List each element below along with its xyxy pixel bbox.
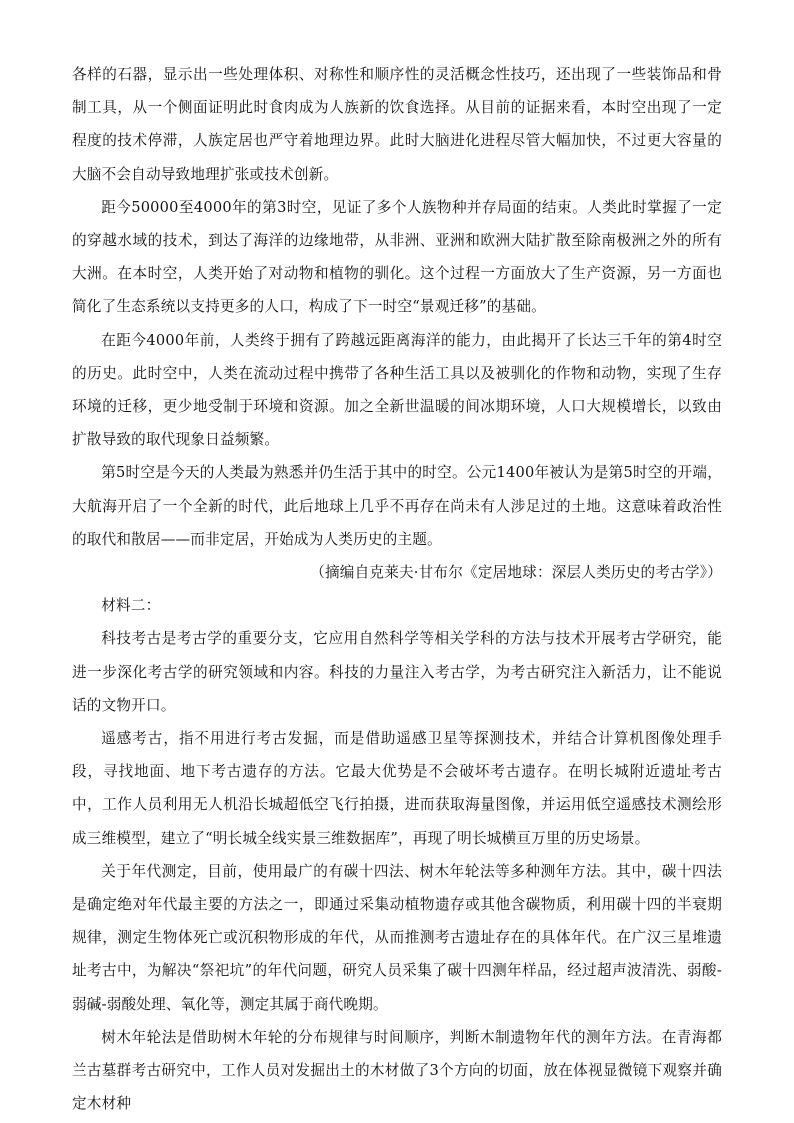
document-page — [72, 58, 722, 1121]
paragraph-8: 树木年轮法是借助树木年轮的分布规律与时间顺序，判断木制遗物年代的测年方法。在青海都兰古墓群考古研究中，工作人员对发掘出土的木材做了3个方向的切面，放在体视显微镜下观察并确定木材种 — [72, 1028, 722, 1113]
material-two-label: 材料二： — [101, 597, 161, 615]
paragraph-6: 遥感考古，指不用进行考古发掘，而是借助遥感卫星等探测技术，并结合计算机图像处理手段，寻找地面、地下考古遗存的方法。它最大优势是不会破坏考古遗存。在明长城附近遗址考古中，工作人员利用无人机沿长城超低空飞行拍摄，进而获取海量图像，并运用低空遥感技术测绘形成三维模型，建立了“明长城全线实景三维数据库”，再现了明长城横亘万里的历史场景。 — [72, 730, 722, 847]
paragraph-7: 关于年代测定，目前，使用最广的有碳十四法、树木年轮法等多种测年方法。其中，碳十四法是确定绝对年代最主要的方法之一，即通过采集动植物遗存或其他含碳物质，利用碳十四的半衰期规律，测定生物体死亡或沉积物形成的年代，从而推测考古遗址存在的具体年代。在广汉三星堆遗址考古中，为解决“祭祀坑”的年代问题，研究人员采集了碳十四测年样品，经过超声波清洗、弱酸-弱碱-弱酸处理、氧化等，测定其属于商代晚期。 — [72, 862, 722, 1013]
paragraph-4: 第5时空是今天的人类最为熟悉并仍生活于其中的时空。公元1400年被认为是第5时空的开端，大航海开启了一个全新的时代，此后地球上几乎不再存在尚未有人涉足过的土地。这意味着政治性的取代和散居——而非定居，开始成为人类历史的主题。 — [72, 464, 722, 548]
paragraph-5: 科技考古是考古学的重要分支，它应用自然科学等相关学科的方法与技术开展考古学研究，能进一步深化考古学的研究领域和内容。科技的力量注入考古学，为考古研究注入新活力，让不能说话的文物开口。 — [72, 630, 722, 714]
source-citation: （摘编自克莱夫·甘布尔《定居地球：深层人类历史的考古学》） — [310, 564, 722, 582]
paragraph-3: 在距今4000年前，人类终于拥有了跨越远距离海洋的能力，由此揭开了长达三千年的第4时空的历史。此时空中，人类在流动过程中携带了各种生活工具以及被驯化的作物和动物，实现了生存环境的迁移，更少地受制于环境和资源。加之全新世温暖的间冰期环境，人口大规模增长，以致由扩散导致的取代现象日益频繁。 — [72, 331, 722, 449]
paragraph-2: 距今50000至4000年的第3时空，见证了多个人族物种并存局面的结束。人类此时掌握了一定的穿越水域的技术，到达了海洋的边缘地带，从非洲、亚洲和欧洲大陆扩散至除南极洲之外的所有大洲。在本时空，人类开始了对动物和植物的驯化。这个过程一方面放大了生产资源，另一方面也简化了生态系统以支持更多的人口，构成了下一时空“景观迁移”的基础。 — [72, 198, 722, 316]
paragraph-1: 各样的石器，显示出一些处理体积、对称性和顺序性的灵活概念性技巧，还出现了一些装饰品和骨制工具，从一个侧面证明此时食肉成为人族新的饮食选择。从目前的证据来看，本时空出现了一定程度的技术停滞，人族定居也严守着地理边界。此时大脑进化进程尽管大幅加快，不过更大容量的大脑不会自动导致地理扩张或技术创新。 — [72, 66, 722, 183]
